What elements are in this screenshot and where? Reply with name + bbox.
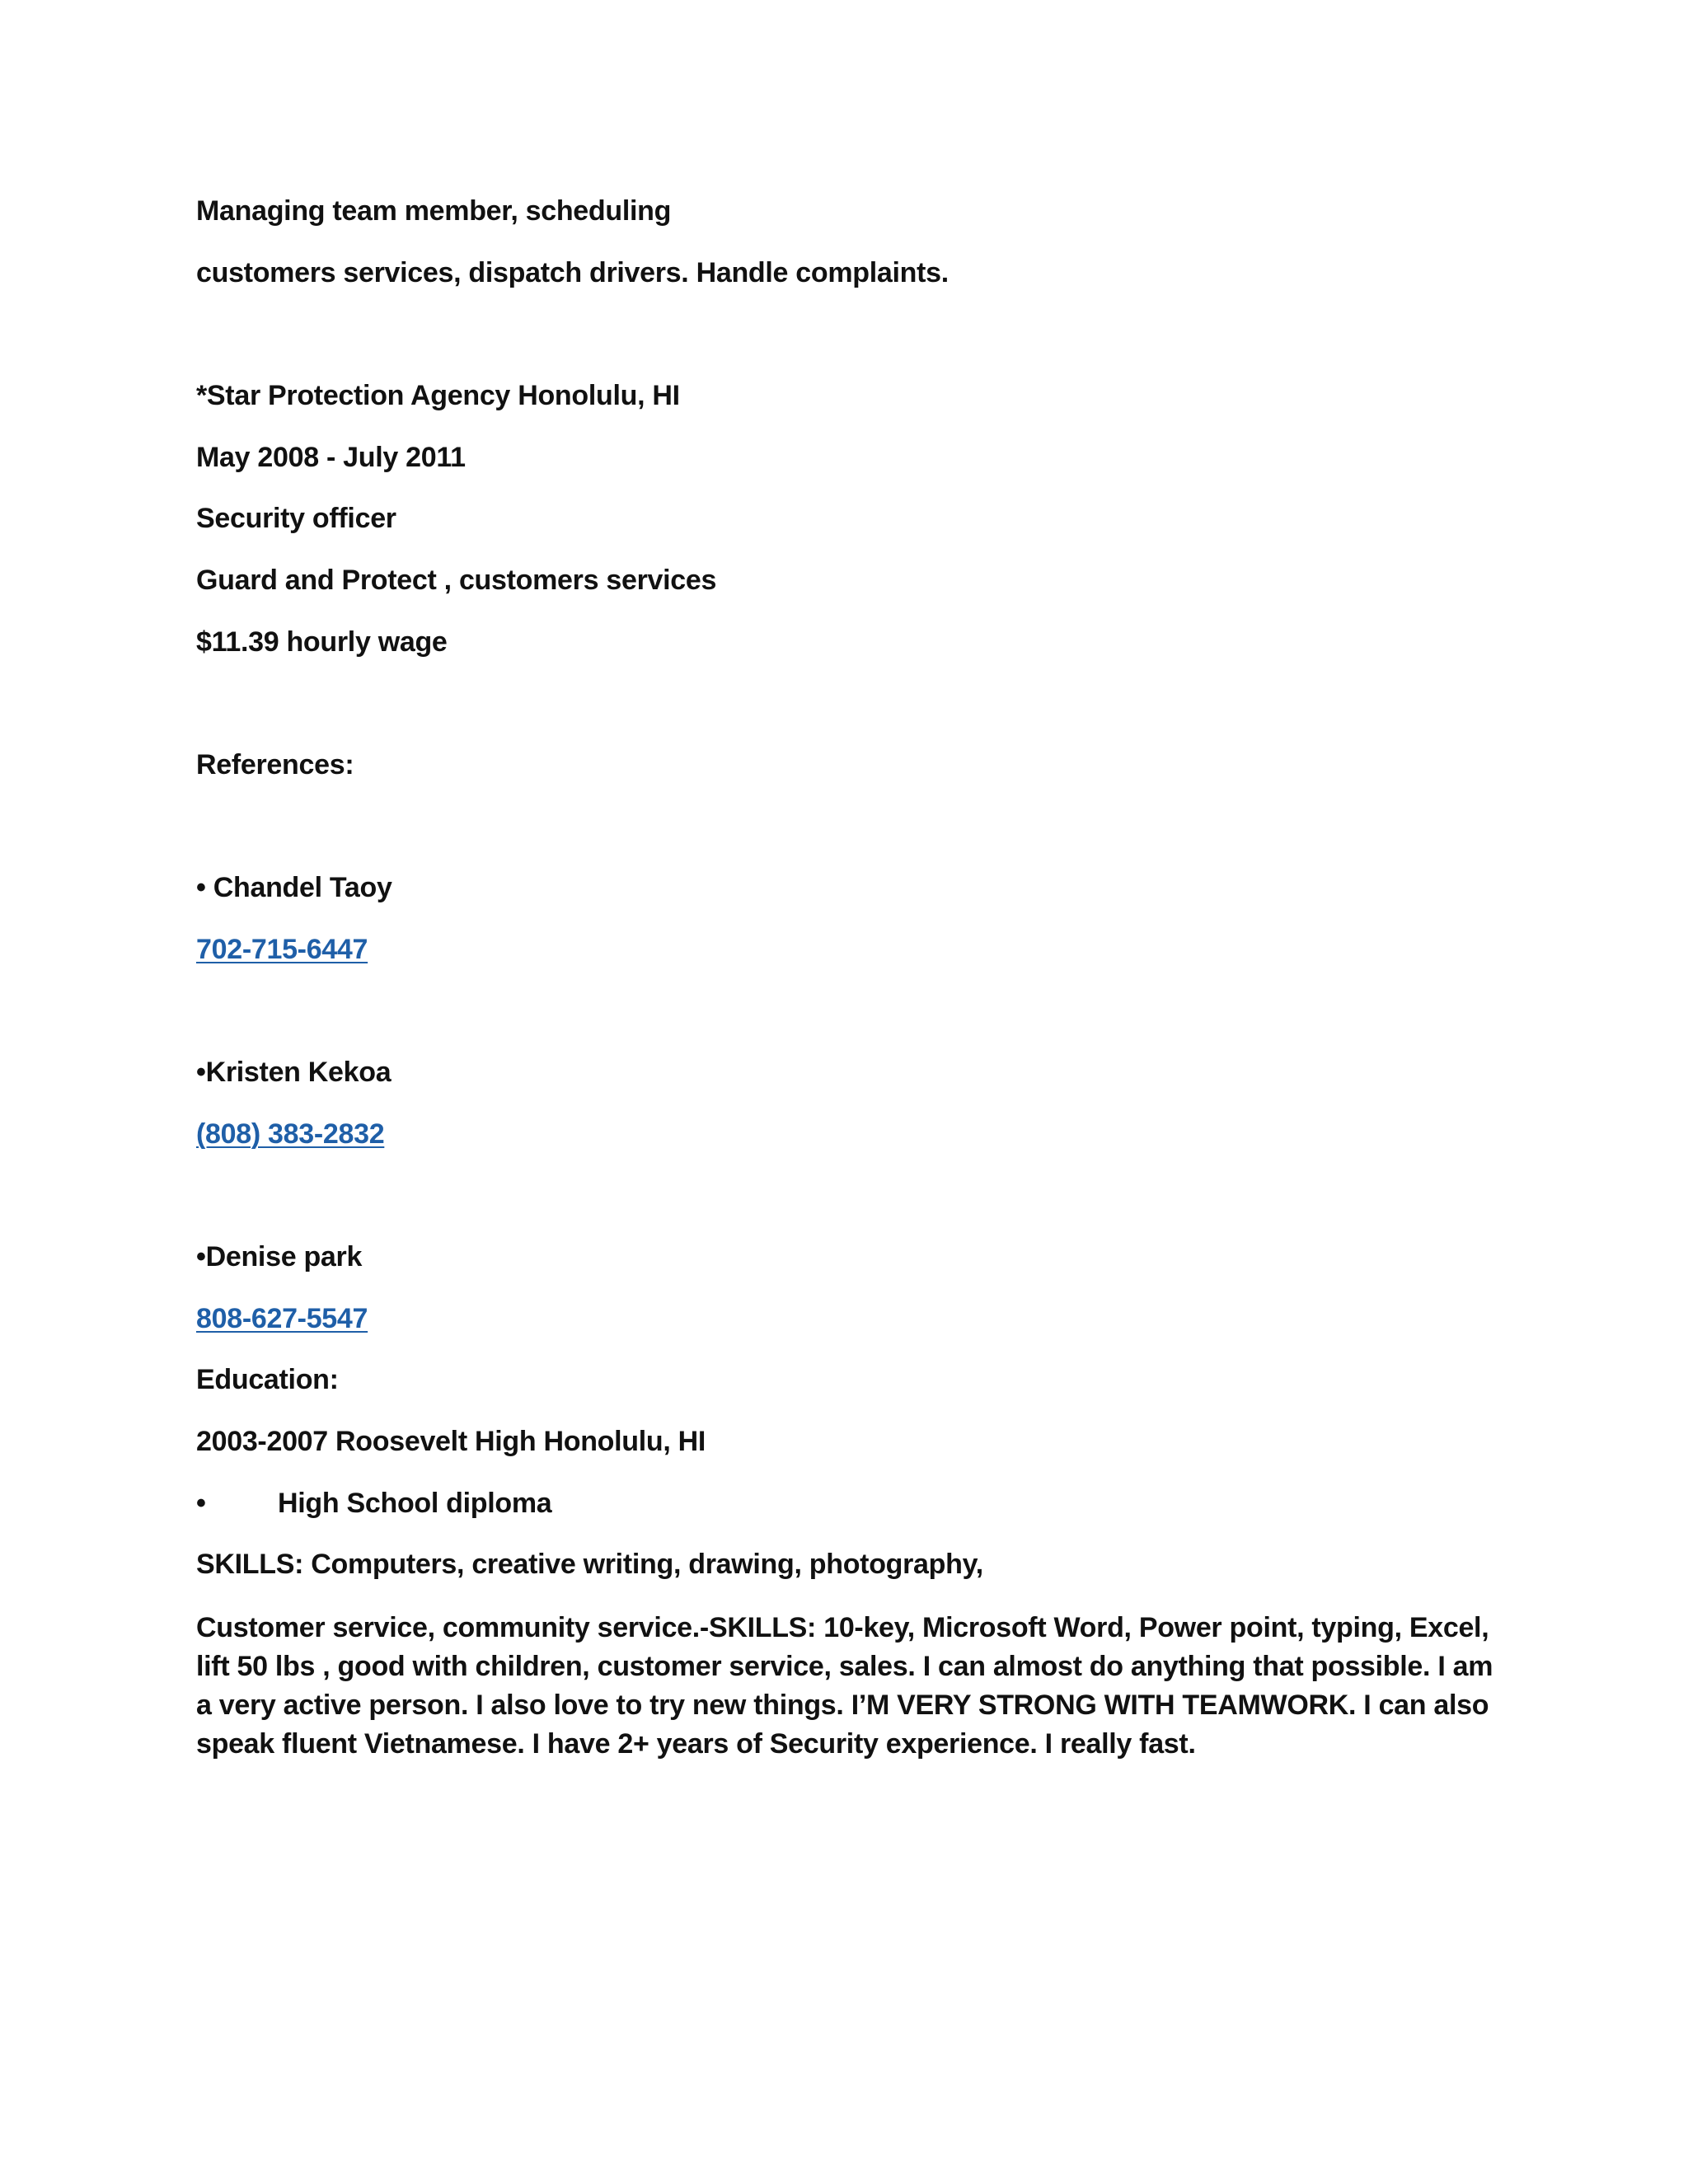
reference-phone-link[interactable]: 702-715-6447 — [196, 934, 368, 965]
education-entry: 2003-2007 Roosevelt High Honolulu, HI — [196, 1426, 706, 1457]
reference-name: •Denise park — [196, 1241, 363, 1272]
employer-name: *Star Protection Agency Honolulu, HI — [196, 380, 680, 411]
employment-dates: May 2008 - July 2011 — [196, 442, 466, 473]
references-heading: References: — [196, 749, 354, 780]
experience-duties-line-1: Managing team member, scheduling — [196, 195, 672, 227]
job-title: Security officer — [196, 503, 396, 534]
diploma-text: High School diploma — [278, 1488, 552, 1519]
skills-paragraph: Customer service, community service.-SKILLS: 10-key, Microsoft Word, Power point, typing, Excel, lift 50 lbs , good with children, customer service, sales. I can almost do anything that possible. I am a very active person. I also love to try new things. I’M VERY STRONG WITH TEAMWORK. I can also speak fluent Vietnamese. I have 2+ years of Security experience. I really fast. — [196, 1612, 1493, 1760]
reference-name: • Chandel Taoy — [196, 872, 392, 903]
bullet-marker: • — [196, 1488, 206, 1519]
job-description: Guard and Protect , customers services — [196, 565, 717, 596]
reference-phone-link[interactable]: 808-627-5547 — [196, 1303, 368, 1334]
reference-name: •Kristen Kekoa — [196, 1057, 392, 1088]
reference-phone-link[interactable]: (808) 383-2832 — [196, 1118, 385, 1150]
education-bullet-item — [196, 1487, 551, 1520]
hourly-wage: $11.39 hourly wage — [196, 626, 448, 658]
education-heading: Education: — [196, 1364, 339, 1395]
experience-duties-line-2: customers services, dispatch drivers. Handle complaints. — [196, 257, 949, 288]
skills-line: SKILLS: Computers, creative writing, drawing, photography, — [196, 1549, 983, 1580]
